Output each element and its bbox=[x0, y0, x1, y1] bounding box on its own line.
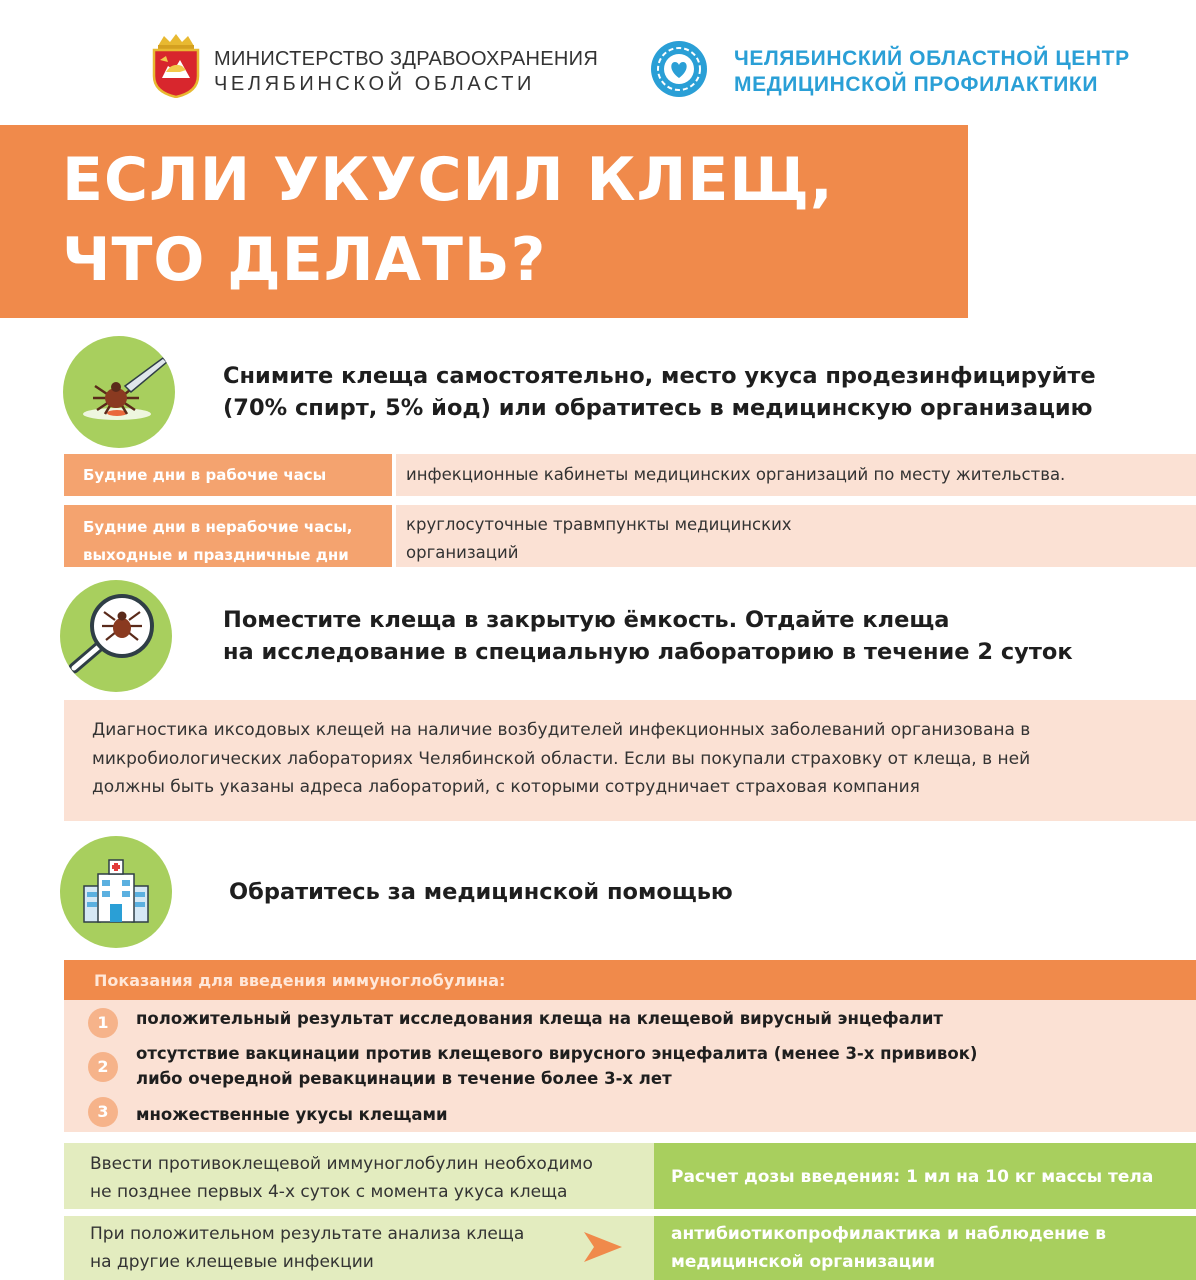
indication-line: отсутствие вакцинации против клещевого вирусного энцефалита (менее 3-х прививок) bbox=[136, 1044, 978, 1063]
schedule-label-offhours bbox=[64, 505, 392, 567]
magnifier-tick-icon bbox=[60, 580, 172, 692]
region-crest-logo bbox=[150, 32, 202, 98]
step2-line1: Поместите клеща в закрытую ёмкость. Отдайте клеща bbox=[223, 607, 950, 633]
step1-line2: (70% спирт, 5% йод) или обратитесь в медицинскую организацию bbox=[223, 395, 1093, 421]
indication-number: 3 bbox=[88, 1097, 118, 1127]
schedule-label-weekday bbox=[64, 454, 392, 496]
step1-line1: Снимите клеща самостоятельно, место укуса продезинфицируйте bbox=[223, 363, 1096, 389]
row-left-line: При положительном результате анализа клеща bbox=[90, 1224, 525, 1244]
row-left-line: на другие клещевые инфекции bbox=[90, 1252, 374, 1272]
title-line2: ЧТО ДЕЛАТЬ? bbox=[62, 225, 547, 295]
ministry-line2: ЧЕЛЯБИНСКОЙ ОБЛАСТИ bbox=[214, 73, 536, 95]
center-line2: МЕДИЦИНСКОЙ ПРОФИЛАКТИКИ bbox=[734, 73, 1099, 96]
diagnostics-info bbox=[64, 700, 1196, 821]
indication-line: множественные укусы клещами bbox=[136, 1105, 448, 1124]
schedule-value-offhours bbox=[396, 505, 1196, 567]
dose-calculation bbox=[654, 1143, 1196, 1209]
schedule-value-line: инфекционные кабинеты медицинских организаций по месту жительства. bbox=[406, 465, 1066, 484]
immunoglobulin-deadline bbox=[64, 1143, 654, 1209]
step3-text: Обратитесь за медицинской помощью bbox=[229, 879, 733, 905]
arrow-right-icon bbox=[580, 1230, 624, 1264]
hospital-icon bbox=[60, 836, 172, 948]
title-banner bbox=[0, 125, 968, 318]
tick-removal-icon bbox=[63, 336, 175, 448]
schedule-label-line: выходные и праздничные дни bbox=[83, 546, 349, 564]
row-left-line: не позднее первых 4-х суток с момента укуса клеща bbox=[90, 1182, 568, 1202]
row-right-line: антибиотикопрофилактика и наблюдение в bbox=[671, 1224, 1106, 1244]
indications-title: Показания для введения иммуноглобулина: bbox=[94, 971, 506, 990]
diagnostics-line: должны быть указаны адреса лабораторий, с которыми сотрудничает страховая компания bbox=[92, 777, 920, 797]
ministry-name bbox=[214, 47, 598, 97]
indication-item bbox=[136, 1006, 943, 1031]
center-line1: ЧЕЛЯБИНСКИЙ ОБЛАСТНОЙ ЦЕНТР bbox=[734, 47, 1130, 70]
indication-line: либо очередной ревакцинации в течение более 3-х лет bbox=[136, 1069, 672, 1088]
title-line1: ЕСЛИ УКУСИЛ КЛЕЩ, bbox=[62, 145, 834, 215]
step1-text bbox=[223, 360, 1096, 424]
indication-item bbox=[136, 1102, 448, 1127]
schedule-value-line: круглосуточные травмпункты медицинских bbox=[406, 515, 792, 534]
prevention-center-name bbox=[734, 46, 1130, 98]
schedule-label-line: Будние дни в нерабочие часы, bbox=[83, 518, 353, 536]
indication-number: 2 bbox=[88, 1052, 118, 1082]
row-right-line: Расчет дозы введения: 1 мл на 10 кг массы тела bbox=[671, 1167, 1154, 1187]
row-right-line: медицинской организации bbox=[671, 1252, 936, 1272]
ministry-line1: МИНИСТЕРСТВО ЗДРАВООХРАНЕНИЯ bbox=[214, 48, 599, 70]
prevention-center-logo bbox=[650, 40, 708, 98]
indication-item bbox=[136, 1041, 977, 1091]
row-left-line: Ввести противоклещевой иммуноглобулин необходимо bbox=[90, 1154, 593, 1174]
schedule-value-line: организаций bbox=[406, 543, 519, 562]
schedule-label-line: Будние дни в рабочие часы bbox=[83, 466, 327, 484]
indication-line: положительный результат исследования клеща на клещевой вирусный энцефалит bbox=[136, 1009, 943, 1028]
positive-analysis-case bbox=[64, 1216, 654, 1280]
diagnostics-line: Диагностика иксодовых клещей на наличие возбудителей инфекционных заболеваний организована в bbox=[92, 720, 1031, 740]
diagnostics-line: микробиологических лабораториях Челябинской области. Если вы покупали страховку от клеща, в ней bbox=[92, 748, 1031, 769]
step2-text bbox=[223, 604, 1073, 668]
schedule-value-weekday bbox=[396, 454, 1196, 496]
step2-line2: на исследование в специальную лабораторию в течение 2 суток bbox=[223, 639, 1073, 665]
antibiotic-prophylaxis bbox=[654, 1216, 1196, 1280]
indication-number: 1 bbox=[88, 1008, 118, 1038]
